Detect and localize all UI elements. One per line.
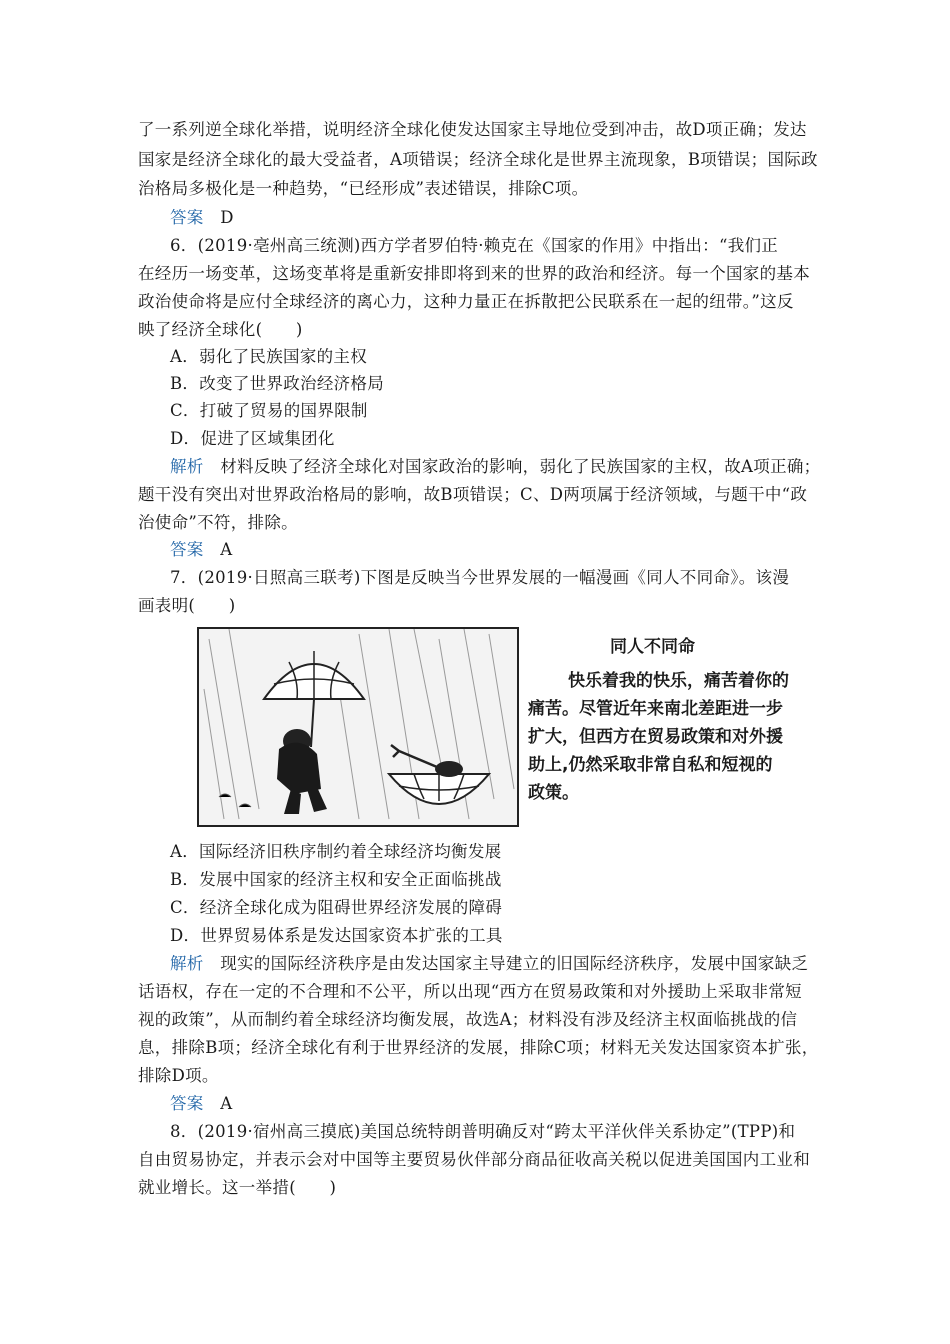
analysis-text: 材料反映了经济全球化对国家政治的影响，弱化了民族国家的主权，故A项正确； <box>220 457 821 476</box>
answer-value: A <box>220 540 233 559</box>
question-stem: 在经历一场变革，这场变革将是重新安排即将到来的世界的政治和经济。每一个国家的基本 <box>138 264 810 283</box>
analysis-line: 题干没有突出对世界政治格局的影响，故B项错误；C、D两项属于经济领域，与题干中“政 <box>138 485 808 504</box>
globe-umbrella <box>264 651 364 747</box>
analysis-label: 解析 <box>170 954 204 973</box>
answer-value: A <box>220 1094 233 1113</box>
answer-label: 答案 <box>170 1094 204 1113</box>
option-c: C．打破了贸易的国界限制 <box>170 401 368 420</box>
cartoon-caption-line: 政策。 <box>528 783 579 803</box>
analysis-line: 息，排除B项；经济全球化有利于世界经济的发展，排除C项；材料无关发达国家资本扩张， <box>138 1038 819 1057</box>
option-d: D．促进了区域集团化 <box>170 429 335 448</box>
cartoon-image <box>197 627 519 827</box>
question-stem: 映了经济全球化( ) <box>138 320 303 339</box>
analysis-line: 话语权，存在一定的不合理和不公平，所以出现“西方在贸易政策和对外援助上采取非常短 <box>138 982 802 1001</box>
analysis-label: 解析 <box>170 457 204 476</box>
answer-line <box>170 536 232 564</box>
question-stem: 就业增长。这一举措( ) <box>138 1178 337 1197</box>
option-c: C．经济全球化成为阻碍世界经济发展的障碍 <box>170 898 503 917</box>
rich-figure <box>277 729 327 814</box>
question-stem: 7．(2019·日照高三联考)下图是反映当今世界发展的一幅漫画《同人不同命》。该漫 <box>170 568 790 587</box>
answer-value: D <box>220 208 234 227</box>
answer-line <box>170 204 234 232</box>
question-stem: 画表明( ) <box>138 596 236 615</box>
analysis-text: 现实的国际经济秩序是由发达国家主导建立的旧国际经济秩序，发展中国家缺乏 <box>220 954 809 973</box>
text-line: 国家是经济全球化的最大受益者，A项错误；经济全球化是世界主流现象，B项错误；国际政 <box>138 150 818 169</box>
analysis-line: 排除D项。 <box>138 1066 219 1085</box>
cartoon-caption-line: 助上,仍然采取非常自私和短视的 <box>528 755 773 775</box>
answer-label: 答案 <box>170 208 204 227</box>
option-a: A．弱化了民族国家的主权 <box>170 347 368 366</box>
question-stem: 6．(2019·亳州高三统测)西方学者罗伯特·赖克在《国家的作用》中指出：“我们正 <box>170 236 779 255</box>
cartoon-illustration <box>199 629 517 825</box>
cartoon-caption-line: 痛苦。尽管近年来南北差距进一步 <box>528 699 783 719</box>
option-b: B．改变了世界政治经济格局 <box>170 374 385 393</box>
analysis-line <box>170 950 808 978</box>
text-line: 了一系列逆全球化举措，说明经济全球化使发达国家主导地位受到冲击，故D项正确；发达 <box>138 120 807 139</box>
option-b: B．发展中国家的经济主权和安全正面临挑战 <box>170 870 502 889</box>
answer-label: 答案 <box>170 540 204 559</box>
cartoon-caption-line: 快乐着我的快乐，痛苦着你的 <box>568 671 789 691</box>
analysis-line: 治使命”不符，排除。 <box>138 513 298 532</box>
analysis-line <box>170 453 820 481</box>
question-stem: 自由贸易协定，并表示会对中国等主要贸易伙伴部分商品征收高关税以促进美国国内工业和 <box>138 1150 810 1169</box>
text-line: 治格局多极化是一种趋势，“已经形成”表述错误，排除C项。 <box>138 179 589 198</box>
cartoon-title: 同人不同命 <box>610 637 695 657</box>
analysis-line: 视的政策”，从而制约着全球经济均衡发展，故选A；材料没有涉及经济主权面临挑战的信 <box>138 1010 798 1029</box>
option-d: D．世界贸易体系是发达国家资本扩张的工具 <box>170 926 503 945</box>
cartoon-caption-line: 扩大，但西方在贸易政策和对外援 <box>528 727 783 747</box>
question-stem: 政治使命将是应付全球经济的离心力，这种力量正在拆散把公民联系在一起的纽带。”这反 <box>138 292 794 311</box>
answer-line <box>170 1090 232 1118</box>
option-a: A．国际经济旧秩序制约着全球经济均衡发展 <box>170 842 502 861</box>
question-stem: 8．(2019·宿州高三摸底)美国总统特朗普明确反对“跨太平洋伙伴关系协定”(TPP)和 <box>170 1122 796 1141</box>
